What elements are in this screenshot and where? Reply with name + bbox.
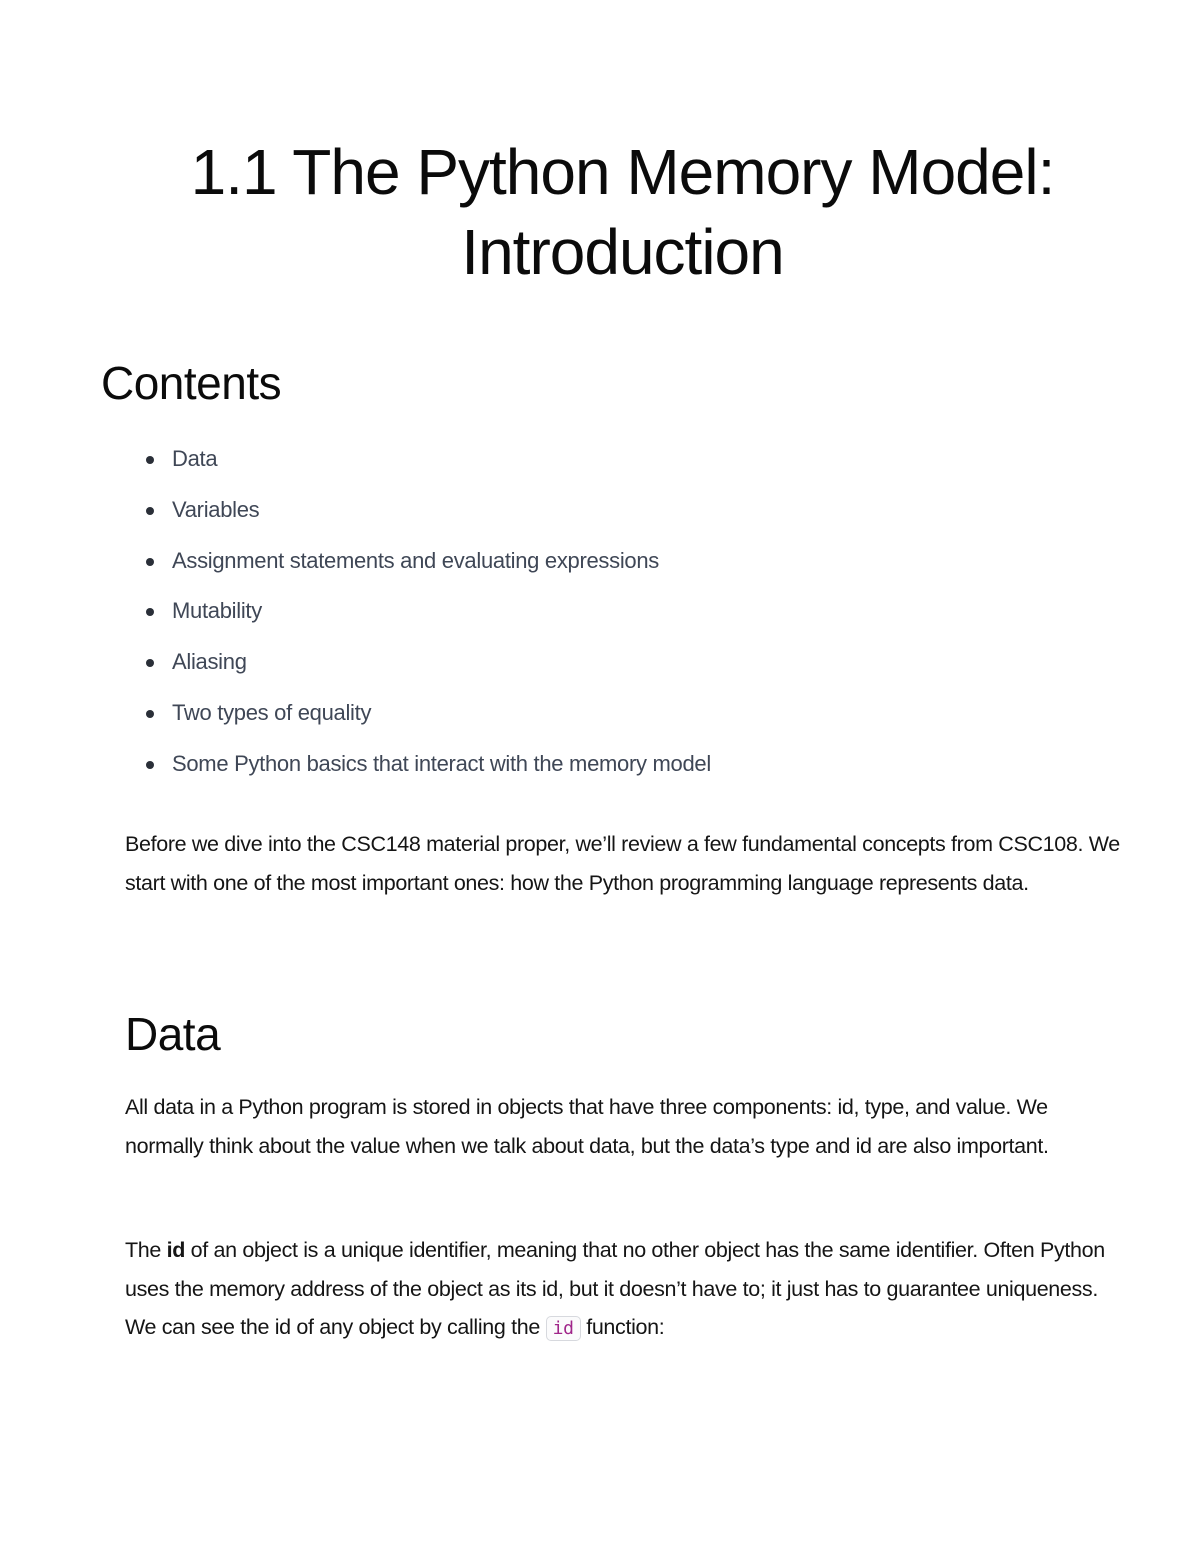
- toc-item-equality: [172, 696, 711, 747]
- toc-link-equality[interactable]: Two types of equality: [172, 699, 372, 725]
- inline-code-id: id: [546, 1316, 581, 1341]
- data-section-heading: Data: [125, 1008, 221, 1060]
- intro-paragraph: Before we dive into the CSC148 material proper, we’ll review a few fundamental concepts from CSC108. We start with one of the most important ones: how the Python programming language represents data.: [125, 832, 1120, 895]
- contents-heading: Contents: [101, 357, 282, 409]
- toc-link-data[interactable]: Data: [172, 446, 218, 471]
- p2-prefix: The: [125, 1238, 167, 1262]
- toc-item-assignment: [172, 544, 711, 595]
- id-term: id: [166, 1238, 186, 1262]
- p2-mid: of an object is a unique identifier, meaning that no other object has the same identifier. Often Python uses the memory address of the object as its id, but it doesn’t have to; it just has to guarantee uniqueness. We can see the id of any object by calling the: [125, 1238, 1105, 1340]
- toc-item-variables: [172, 493, 711, 544]
- toc-link-assignment[interactable]: Assignment statements and evaluating expressions: [172, 547, 659, 573]
- toc-link-variables[interactable]: Variables: [172, 496, 260, 522]
- toc-link-python-basics[interactable]: Some Python basics that interact with the memory model: [172, 750, 711, 776]
- toc-item-aliasing: [172, 645, 711, 696]
- toc-item-python-basics: [172, 747, 711, 798]
- data-paragraph-1: All data in a Python program is stored in objects that have three components: id, type, and value. We normally think about the value when we talk about data, but the data’s type and id are also important.: [125, 1095, 1049, 1158]
- page-title: 1.1 The Python Memory Model: Introduction: [190, 136, 1055, 288]
- toc-link-mutability[interactable]: Mutability: [172, 598, 262, 624]
- table-of-contents: [172, 442, 711, 798]
- data-paragraph-2: [125, 1231, 1125, 1349]
- toc-item-data: [172, 442, 711, 493]
- toc-item-mutability: [172, 594, 711, 645]
- toc-link-aliasing[interactable]: Aliasing: [172, 649, 247, 675]
- p2-suffix: function:: [580, 1315, 665, 1340]
